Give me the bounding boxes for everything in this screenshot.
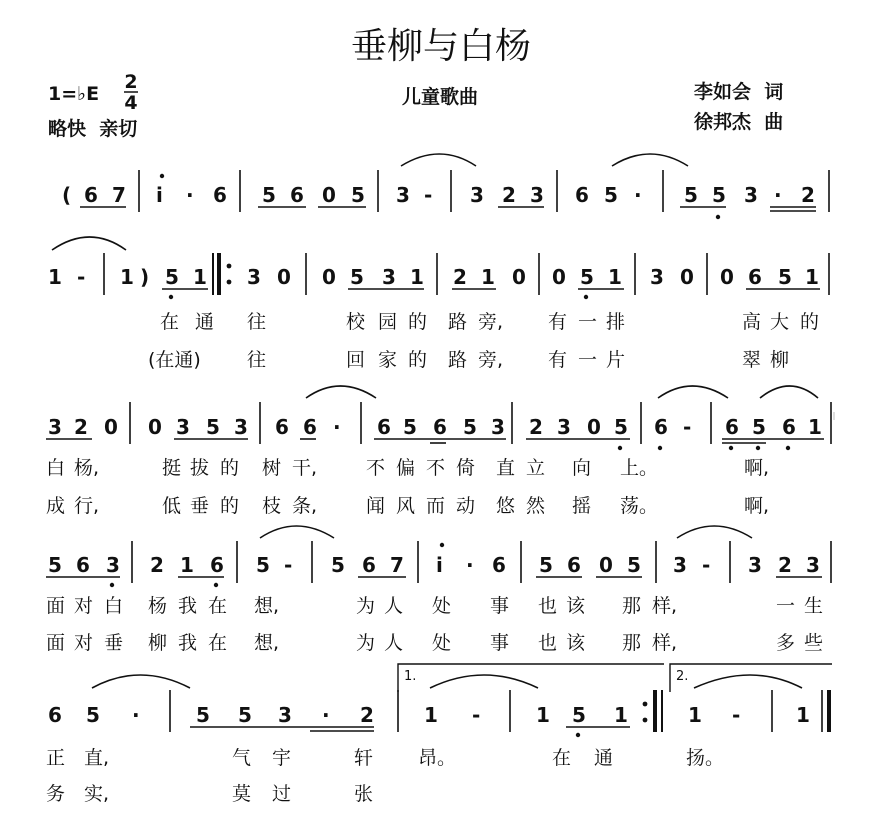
note: 2 [150, 553, 164, 577]
note: 0 [587, 415, 601, 439]
note: 6 [748, 265, 762, 289]
lyric: 旁, [478, 311, 504, 333]
lyric: 一 [578, 349, 598, 371]
octave-dot [214, 583, 218, 587]
lyric: 人 [384, 595, 404, 617]
lyric: 往 [247, 349, 267, 371]
lyric: 柳 [770, 349, 790, 371]
lyric: 倚 [456, 457, 476, 479]
lyric: 白 [104, 595, 124, 617]
lyric: 上。 [620, 457, 659, 479]
note: 6 [303, 415, 317, 439]
note: 6 [210, 553, 224, 577]
octave-dot [786, 446, 790, 450]
note: 3 [491, 415, 505, 439]
note: 5 [778, 265, 792, 289]
note: 0 [552, 265, 566, 289]
octave-dot [584, 295, 588, 299]
note: 1 [48, 265, 62, 289]
note: 1 [805, 265, 819, 289]
lyric: 挺 [162, 457, 182, 479]
lyric: 有 [548, 311, 568, 333]
note: · [322, 703, 330, 727]
note: - [472, 703, 481, 727]
note: 6 [567, 553, 581, 577]
note: 0 [680, 265, 694, 289]
lyric: 莫 [232, 783, 252, 805]
lyric: 直 [496, 457, 516, 479]
note: 2 [502, 183, 516, 207]
note: 2 [360, 703, 374, 727]
note: 7 [390, 553, 404, 577]
note: 5 [165, 265, 179, 289]
lyric: 排 [606, 311, 626, 333]
lyric: 片 [606, 349, 626, 371]
tie-arc [52, 237, 126, 250]
octave-dot [160, 174, 164, 178]
note: 3 [673, 553, 687, 577]
note: 6 [492, 553, 506, 577]
note: 6 [575, 183, 589, 207]
lyric: 样, [652, 632, 678, 654]
note: 3 [650, 265, 664, 289]
note: 5 [331, 553, 345, 577]
tie-arc [612, 154, 688, 166]
note: 5 [403, 415, 417, 439]
song-title: 垂柳与白杨 [350, 26, 532, 67]
lyric: 然 [526, 495, 546, 517]
note: 5 [604, 183, 618, 207]
note: 3 [234, 415, 248, 439]
tie-arc [760, 386, 818, 398]
lyric: 张 [354, 783, 374, 805]
final-barline [822, 690, 829, 732]
note: 1 [608, 265, 622, 289]
note: 2 [778, 553, 792, 577]
repeat-end [643, 690, 662, 732]
time-signature-bottom: 4 [124, 92, 138, 114]
lyric: 些 [804, 632, 824, 654]
note: 3 [278, 703, 292, 727]
lyric: 悠 [496, 495, 516, 517]
lyric: 的 [220, 495, 240, 517]
lyric: 有 [548, 349, 568, 371]
note: 6 [84, 183, 98, 207]
lyric: 务 [46, 783, 66, 805]
lyric: 白 [46, 457, 66, 479]
note: 1 [193, 265, 207, 289]
note: 5 [614, 415, 628, 439]
lyric: 低 [162, 495, 182, 517]
note: 5 [712, 183, 726, 207]
note: · [774, 183, 782, 207]
system-3 [46, 386, 831, 517]
note: 6 [725, 415, 739, 439]
octave-dot [618, 446, 622, 450]
lyric: 在 [552, 747, 572, 769]
lyric: 扬。 [686, 747, 725, 769]
lyric: 风 [396, 495, 416, 517]
note: 6 [48, 703, 62, 727]
lyric: 在 [208, 632, 228, 654]
lyric: 样, [652, 595, 678, 617]
system-5 [46, 664, 832, 805]
lyric: 柳 [148, 632, 168, 654]
note: 1 [536, 703, 550, 727]
tie-arc [401, 154, 476, 166]
lyric: 想, [254, 595, 280, 617]
lyric: 枝 [262, 495, 282, 517]
lyric: 正 [46, 747, 66, 769]
lyric: 事 [490, 595, 510, 617]
lyric: 也 [538, 632, 558, 654]
note: 5 [86, 703, 100, 727]
lyric: 实, [84, 783, 110, 805]
note: · [333, 415, 341, 439]
lyric: 多 [776, 632, 796, 654]
octave-dot [729, 446, 733, 450]
lyric: 的 [408, 349, 428, 371]
note: 0 [277, 265, 291, 289]
note: 2 [74, 415, 88, 439]
octave-dot [169, 295, 173, 299]
note: 6 [782, 415, 796, 439]
lyric: 气 [232, 747, 252, 769]
lyric: 垂 [104, 632, 124, 654]
lyric: 通 [195, 311, 215, 333]
note: 5 [539, 553, 553, 577]
note: 0 [148, 415, 162, 439]
note: 0 [322, 183, 336, 207]
lyric: 大 [770, 311, 790, 333]
note: - [77, 265, 86, 289]
tie-arc [677, 526, 752, 538]
note: · [186, 183, 194, 207]
note: 1 [410, 265, 424, 289]
tie-arc [694, 675, 802, 688]
note: ) [140, 265, 150, 289]
lyric: 通 [594, 747, 614, 769]
lyric: 荡。 [620, 495, 659, 517]
lyric: 想, [254, 632, 280, 654]
note: 2 [801, 183, 815, 207]
tie-arc [430, 675, 538, 688]
lyric: (在通) [148, 349, 201, 371]
lyric: 直, [84, 747, 110, 769]
lyric: 该 [566, 632, 586, 654]
note: - [702, 553, 711, 577]
octave-dot [440, 543, 444, 547]
lyric: 处 [432, 632, 452, 654]
lyric: 我 [178, 632, 198, 654]
lyric: 往 [247, 311, 267, 333]
note: ( [62, 183, 72, 207]
note: 1 [796, 703, 810, 727]
octave-dot [756, 446, 760, 450]
genre-label: 儿童歌曲 [401, 86, 479, 108]
note: 5 [238, 703, 252, 727]
lyric: 事 [490, 632, 510, 654]
note: 3 [748, 553, 762, 577]
lyric: 啊, [744, 495, 770, 517]
lyric: 行, [74, 495, 100, 517]
lyricist-credit: 李如会 词 [694, 81, 784, 103]
note: · [634, 183, 642, 207]
tie-arc [92, 675, 190, 688]
note: - [732, 703, 741, 727]
note: 5 [572, 703, 586, 727]
key-signature: 1=♭E [48, 83, 100, 105]
lyric: 昂。 [418, 747, 457, 769]
note: 5 [684, 183, 698, 207]
octave-dot [576, 733, 580, 737]
note: 5 [463, 415, 477, 439]
system-4 [46, 526, 831, 654]
lyric: 轩 [354, 747, 374, 769]
note: 3 [557, 415, 571, 439]
note: 3 [106, 553, 120, 577]
lyric: 该 [566, 595, 586, 617]
note: 6 [76, 553, 90, 577]
lyric: 为 [356, 632, 376, 654]
note: 3 [176, 415, 190, 439]
note: 6 [433, 415, 447, 439]
note: 1 [808, 415, 822, 439]
lyric: 向 [572, 457, 592, 479]
note: 0 [512, 265, 526, 289]
note: 5 [580, 265, 594, 289]
lyric: 面 [46, 632, 66, 654]
lyric: 高 [742, 311, 762, 333]
note: 6 [290, 183, 304, 207]
lyric: 旁, [478, 349, 504, 371]
lyric: 人 [384, 632, 404, 654]
lyric: 偏 [396, 457, 416, 479]
note: 3 [530, 183, 544, 207]
note: 5 [196, 703, 210, 727]
lyric: 在 [208, 595, 228, 617]
lyric: 的 [408, 311, 428, 333]
lyric: 在 [160, 311, 180, 333]
lyric: 园 [378, 311, 398, 333]
note: 2 [453, 265, 467, 289]
lyric: 翠 [742, 349, 762, 371]
tempo-marking: 略快 亲切 [48, 118, 138, 140]
volta-1 [398, 664, 664, 692]
note: 3 [396, 183, 410, 207]
lyric: 一 [578, 311, 598, 333]
lyric: 条, [292, 495, 318, 517]
note: 0 [322, 265, 336, 289]
lyric: 我 [178, 595, 198, 617]
lyric: 对 [74, 632, 94, 654]
lyric: 回 [346, 349, 366, 371]
note: 5 [752, 415, 766, 439]
lyric: 校 [346, 311, 366, 333]
lyric: 那 [622, 632, 642, 654]
lyric: 家 [378, 349, 398, 371]
lyric: 杨, [74, 457, 100, 479]
lyric: 生 [804, 595, 824, 617]
lyric: 立 [526, 457, 546, 479]
note: 0 [599, 553, 613, 577]
note: 1 [481, 265, 495, 289]
note: - [424, 183, 433, 207]
lyric: 宇 [272, 747, 292, 769]
note: 6 [213, 183, 227, 207]
lyric: 的 [800, 311, 820, 333]
note: 1 [688, 703, 702, 727]
volta-label-2: 2. [676, 669, 689, 684]
note: 0 [720, 265, 734, 289]
lyric: 垂 [190, 495, 210, 517]
lyric: 不 [426, 457, 446, 479]
lyric: 也 [538, 595, 558, 617]
note: 3 [470, 183, 484, 207]
octave-dot [716, 215, 720, 219]
note: 1 [424, 703, 438, 727]
lyric: 处 [432, 595, 452, 617]
lyric: 闻 [366, 495, 386, 517]
time-signature-top: 2 [124, 71, 138, 93]
lyric: 啊, [744, 457, 770, 479]
tie-arc [306, 386, 376, 398]
note: 3 [806, 553, 820, 577]
note: 3 [744, 183, 758, 207]
lyric: 摇 [572, 495, 592, 517]
system-1 [62, 154, 829, 219]
note: 3 [247, 265, 261, 289]
note: 3 [48, 415, 62, 439]
lyric: 为 [356, 595, 376, 617]
lyric: 过 [272, 783, 292, 805]
note: 5 [256, 553, 270, 577]
volta-label-1: 1. [404, 669, 417, 684]
note: 3 [382, 265, 396, 289]
system-2 [48, 237, 829, 371]
lyric: 干, [292, 457, 318, 479]
lyric: 树 [262, 457, 282, 479]
note: - [284, 553, 293, 577]
note: 6 [275, 415, 289, 439]
lyric: 那 [622, 595, 642, 617]
composer-credit: 徐邦杰 曲 [694, 111, 784, 133]
note: 6 [377, 415, 391, 439]
lyric: 的 [220, 457, 240, 479]
note: · [132, 703, 140, 727]
note: 5 [262, 183, 276, 207]
lyric: 动 [456, 495, 476, 517]
repeat-start [213, 253, 231, 295]
octave-dot [658, 446, 662, 450]
lyric: 杨 [148, 595, 168, 617]
note: 7 [112, 183, 126, 207]
note: 5 [351, 183, 365, 207]
note: i [436, 553, 443, 577]
lyric: 路 [448, 311, 468, 333]
note: · [466, 553, 474, 577]
lyric: 一 [776, 595, 796, 617]
note: 5 [350, 265, 364, 289]
lyric: 而 [426, 495, 446, 517]
note: 1 [120, 265, 134, 289]
lyric: 对 [74, 595, 94, 617]
note: - [683, 415, 692, 439]
note: 5 [48, 553, 62, 577]
note: 6 [654, 415, 668, 439]
note: 5 [206, 415, 220, 439]
lyric: 路 [448, 349, 468, 371]
note: 2 [529, 415, 543, 439]
note: 6 [362, 553, 376, 577]
note: 0 [104, 415, 118, 439]
lyric: 面 [46, 595, 66, 617]
note: i [156, 183, 163, 207]
lyric: 拔 [190, 457, 210, 479]
octave-dot [110, 583, 114, 587]
tie-arc [260, 526, 334, 538]
note: 1 [180, 553, 194, 577]
lyric: 不 [366, 457, 386, 479]
note: 1 [614, 703, 628, 727]
lyric: 成 [46, 495, 66, 517]
note: 5 [627, 553, 641, 577]
tie-arc [658, 386, 728, 398]
